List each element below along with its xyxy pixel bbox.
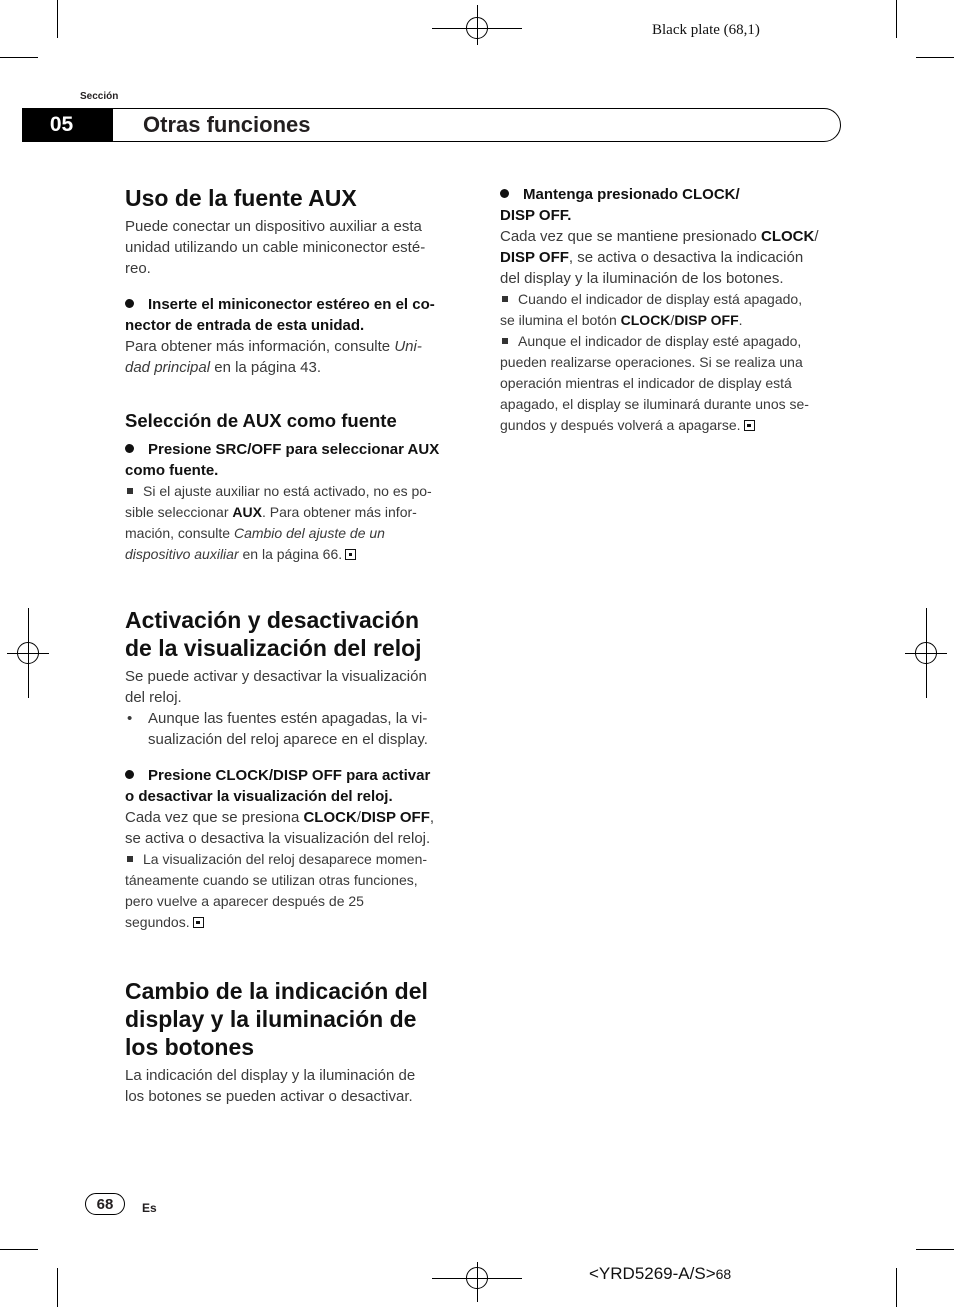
clock-step: Presione CLOCK/DISP OFF para activar o desactivar la visualización del reloj. xyxy=(125,767,431,805)
bullet-dot-icon xyxy=(125,299,134,308)
section-label: Sección xyxy=(80,91,119,102)
left-column xyxy=(125,184,470,1107)
clock-body: Cada vez que se presiona CLOCK/DISP OFF, se activa o desactiva la visualización del reloj. xyxy=(125,809,435,847)
display-intro: La indicación del display y la iluminación de los botones se pueden activar o desactivar. xyxy=(125,1067,416,1105)
clock-bullet: • Aunque las fuentes estén apagadas, la vi- sualización del reloj aparece en el display. xyxy=(127,710,428,748)
sel-note: Si el ajuste auxiliar no está activado, no es po- sible seleccionar AUX. Para obtener más infor- mación, consulte Cambio del ajuste de un dispositivo auxiliar en la página 66. xyxy=(125,483,432,562)
aux-more-info: Para obtener más información, consulte Uni- dad principal en la página 43. xyxy=(125,338,422,376)
bullet-dot-icon xyxy=(125,444,134,453)
right-body: Cada vez que se mantiene presionado CLOCK/ DISP OFF, se activa o desactiva la indicación del display y la iluminación de los botones. xyxy=(500,228,819,287)
page-number: 68 xyxy=(85,1193,125,1215)
right-column xyxy=(500,184,845,436)
plate-label: Black plate (68,1) xyxy=(652,22,760,38)
aux-title: Uso de la fuente AUX xyxy=(125,185,357,211)
end-mark-icon xyxy=(345,549,356,560)
aux-intro: Puede conectar un dispositivo auxiliar a esta unidad utilizando un cable miniconector esté- reo. xyxy=(125,218,426,277)
right-step: Mantenga presionado CLOCK/ DISP OFF. xyxy=(500,186,740,224)
bullet-dot-icon xyxy=(125,770,134,779)
note-square-icon xyxy=(127,856,133,862)
display-title: Cambio de la indicación del display y la iluminación de los botones xyxy=(125,978,428,1060)
bullet-dot-icon xyxy=(500,189,509,198)
right-note-1: Cuando el indicador de display está apagado, se ilumina el botón CLOCK/DISP OFF. xyxy=(500,291,803,328)
clock-note: La visualización del reloj desaparece momen- táneamente cuando se utilizan otras funciones, pero vuelve a aparecer después de 25 segundos. xyxy=(125,851,428,930)
aux-step: Inserte el miniconector estéreo en el co- nector de entrada de esta unidad. xyxy=(125,296,435,334)
right-note-2: Aunque el indicador de display esté apagado, pueden realizarse operaciones. Si se realiza una operación mientras el indicador de display está apagado, el display se iluminará durante unos se- gundos y después volverá a apagarse. xyxy=(500,333,809,433)
end-mark-icon xyxy=(744,420,755,431)
sel-step: Presione SRC/OFF para seleccionar AUX como fuente. xyxy=(125,441,440,479)
document-code: <YRD5269-A/S>68 xyxy=(589,1264,732,1283)
end-mark-icon xyxy=(193,917,204,928)
note-square-icon xyxy=(502,296,508,302)
note-square-icon xyxy=(502,338,508,344)
sel-aux-title: Selección de AUX como fuente xyxy=(125,410,397,431)
note-square-icon xyxy=(127,488,133,494)
clock-intro: Se puede activar y desactivar la visualización del reloj. xyxy=(125,668,427,706)
language-code: Es xyxy=(142,1201,157,1215)
section-number: 05 xyxy=(22,108,113,142)
clock-title: Activación y desactivación de la visualización del reloj xyxy=(125,607,422,661)
section-title: Otras funciones xyxy=(143,112,311,137)
